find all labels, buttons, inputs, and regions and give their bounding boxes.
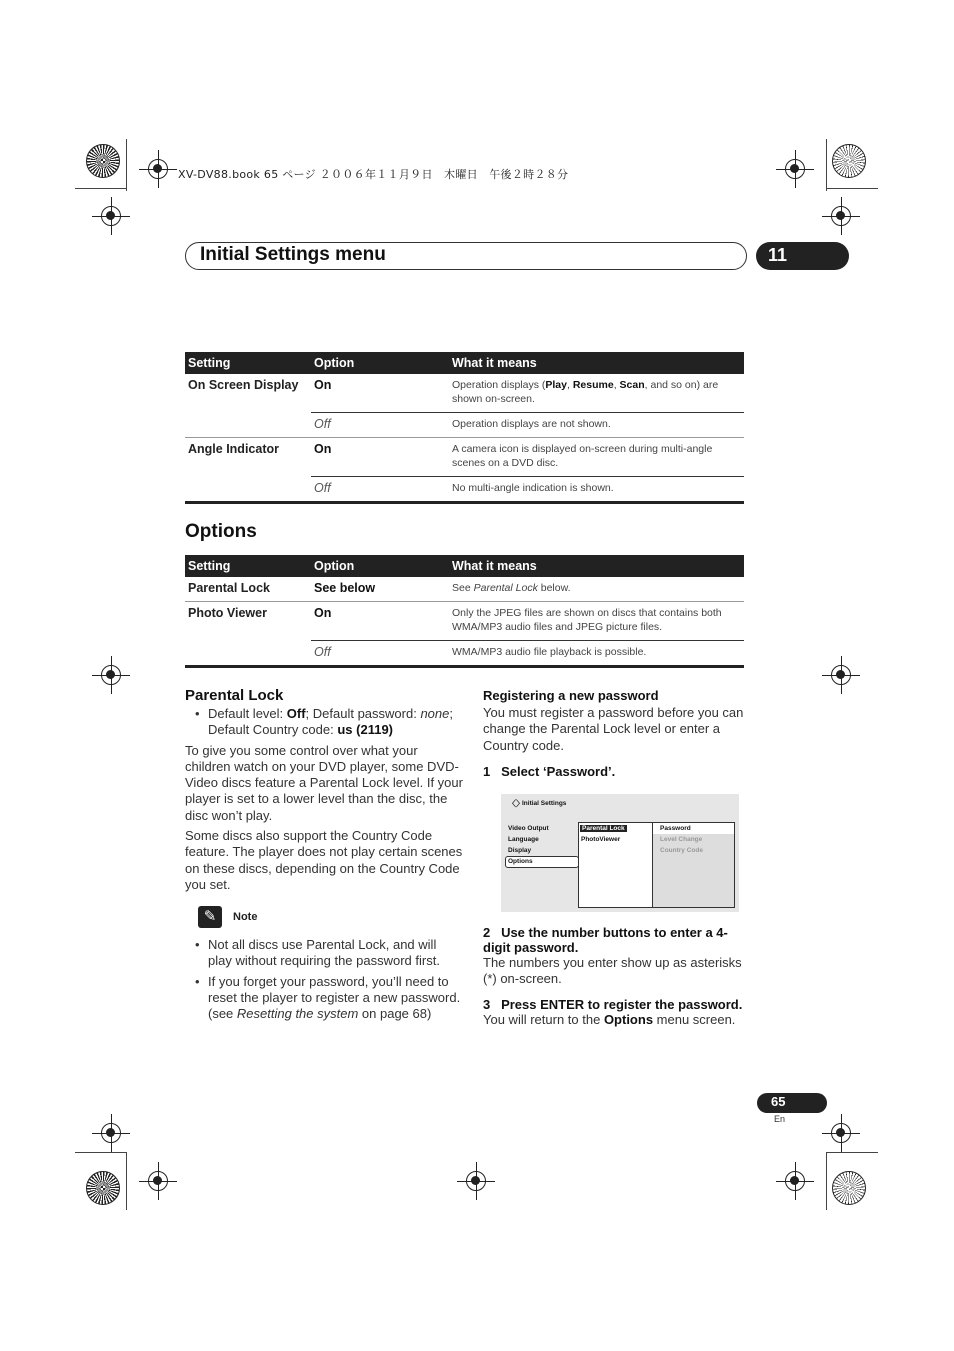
- setting-cell: [185, 477, 311, 503]
- note-list: [185, 937, 463, 1022]
- screen-submenu-panel: [578, 822, 654, 908]
- option-cell: On: [314, 378, 332, 392]
- column-header-option: Option: [311, 352, 449, 374]
- display-settings-table: [185, 352, 744, 504]
- crop-mark: [126, 139, 127, 191]
- screen-submenu-item: PhotoViewer: [581, 836, 621, 843]
- table-header-row: [185, 555, 744, 577]
- options-table: [185, 555, 744, 668]
- registration-star-icon: [86, 144, 120, 178]
- meaning-cell: Operation displays are not shown.: [449, 413, 744, 438]
- step-1: 1 Select ‘Password’.: [483, 763, 616, 779]
- crosshair-icon: [466, 1171, 486, 1191]
- screen-right-panel: [652, 822, 735, 908]
- chapter-number: 11: [768, 245, 788, 265]
- step-3-text: You will return to the Options menu screen.: [483, 1011, 736, 1027]
- crosshair-icon: [101, 1123, 121, 1143]
- parental-lock-heading: Parental Lock: [185, 687, 284, 704]
- screen-menu-item: Video Output: [508, 825, 549, 832]
- screen-menu-item: Display: [508, 847, 532, 854]
- meaning-cell: See Parental Lock below.: [452, 582, 571, 594]
- table-row: [185, 641, 744, 667]
- option-cell: Off: [311, 641, 449, 667]
- option-cell: Off: [311, 413, 449, 438]
- parental-lock-section: [185, 687, 463, 893]
- settings-screen-illustration: [501, 794, 739, 912]
- crosshair-icon: [101, 665, 121, 685]
- crosshair-icon: [785, 1171, 805, 1191]
- option-cell: See below: [314, 581, 376, 595]
- register-intro: You must register a password before you can change the Parental Lock level or enter a Country code.: [483, 705, 744, 753]
- crop-mark: [75, 188, 127, 189]
- disc-icon: 〈〉: [508, 799, 524, 808]
- option-cell: Off: [311, 477, 449, 503]
- crosshair-icon: [148, 1171, 168, 1191]
- step-2: 2 Use the number buttons to enter a 4-digit password.: [483, 925, 728, 955]
- register-steps: [483, 925, 753, 1028]
- screen-submenu-item: Parental Lock: [582, 825, 625, 832]
- setting-cell: On Screen Display: [188, 378, 299, 392]
- meaning-cell: Operation displays (Play, Resume, Scan, and so on) are shown on-screen.: [452, 379, 719, 405]
- page-title: Initial Settings menu: [200, 244, 386, 265]
- register-section: [483, 688, 753, 779]
- list-item: • Not all discs use Parental Lock, and will play without requiring the password first.: [185, 937, 463, 970]
- setting-cell: Photo Viewer: [185, 602, 311, 641]
- table-header-row: [185, 352, 744, 374]
- crop-mark: [75, 1152, 127, 1153]
- screen-menu-item: Language: [508, 836, 539, 843]
- crosshair-icon: [831, 665, 851, 685]
- column-header-meaning: What it means: [449, 352, 744, 374]
- note-label: Note: [233, 911, 258, 923]
- table-row: [185, 438, 744, 477]
- table-row: [185, 374, 744, 413]
- table-row: [185, 602, 744, 641]
- option-cell: On: [311, 438, 449, 477]
- table-row: [185, 577, 744, 602]
- setting-cell: [185, 413, 311, 438]
- setting-cell: Angle Indicator: [185, 438, 311, 477]
- crosshair-icon: [831, 1123, 851, 1143]
- screen-title: Initial Settings: [522, 800, 567, 807]
- crop-mark: [826, 1152, 827, 1210]
- crosshair-icon: [148, 159, 168, 179]
- table-row: [185, 477, 744, 503]
- crop-mark: [826, 188, 878, 189]
- screen-right-item: Password: [660, 825, 691, 832]
- defaults-bullet: • Default level: Off; Default password: none; Default Country code: us (2119): [185, 706, 463, 739]
- crop-mark: [126, 1152, 127, 1210]
- register-heading: Registering a new password: [483, 688, 659, 703]
- column-header-setting: Setting: [185, 352, 311, 374]
- crop-mark: [826, 1152, 878, 1153]
- column-header-meaning: What it means: [449, 555, 744, 577]
- registration-star-icon: [832, 144, 866, 178]
- registration-star-icon: [86, 1171, 120, 1205]
- crosshair-icon: [831, 206, 851, 226]
- meaning-cell: WMA/MP3 audio file playback is possible.: [449, 641, 744, 667]
- screen-right-item: Country Code: [660, 847, 703, 854]
- page-number: 65: [771, 1094, 786, 1109]
- meaning-cell: No multi-angle indication is shown.: [449, 477, 744, 503]
- screen-menu-item: Options: [508, 858, 533, 865]
- parental-lock-paragraph: To give you some control over what your children watch on your DVD player, some DVD-Video discs feature a Parental Lock level. If your player is set to a lower level than the disc, the disc won’t play.: [185, 742, 463, 823]
- page-language: En: [774, 1114, 786, 1124]
- setting-cell: Parental Lock: [188, 581, 270, 595]
- options-heading: Options: [185, 521, 257, 542]
- crosshair-icon: [785, 159, 805, 179]
- screen-right-item: Level Change: [660, 836, 703, 843]
- step-2-text: The numbers you enter show up as asterisks (*) on-screen.: [483, 955, 742, 987]
- page-number-badge: [757, 1093, 827, 1113]
- meaning-cell: A camera icon is displayed on-screen during multi-angle scenes on a DVD disc.: [449, 438, 744, 477]
- crosshair-icon: [101, 206, 121, 226]
- meaning-cell: Only the JPEG files are shown on discs that contains both WMA/MP3 audio files and JPEG picture files.: [449, 602, 744, 641]
- registration-star-icon: [832, 1171, 866, 1205]
- step-3: 3 Press ENTER to register the password.: [483, 996, 743, 1012]
- setting-cell: [185, 641, 311, 667]
- crop-mark: [826, 139, 827, 191]
- print-meta: XV-DV88.book 65 ページ ２００６年１１月９日 木曜日 午後２時２８分: [178, 168, 569, 181]
- list-item: • If you forget your password, you’ll need to reset the player to register a new password. (see Resetting the system on page 68): [185, 974, 463, 1023]
- column-header-setting: Setting: [185, 555, 311, 577]
- note-pencil-icon: ✎: [198, 906, 222, 928]
- column-header-option: Option: [311, 555, 449, 577]
- country-code-paragraph: Some discs also support the Country Code feature. The player does not play certain scenes on these discs, depending on the Country Code you set.: [185, 828, 463, 892]
- option-cell: On: [311, 602, 449, 641]
- table-row: [185, 413, 744, 438]
